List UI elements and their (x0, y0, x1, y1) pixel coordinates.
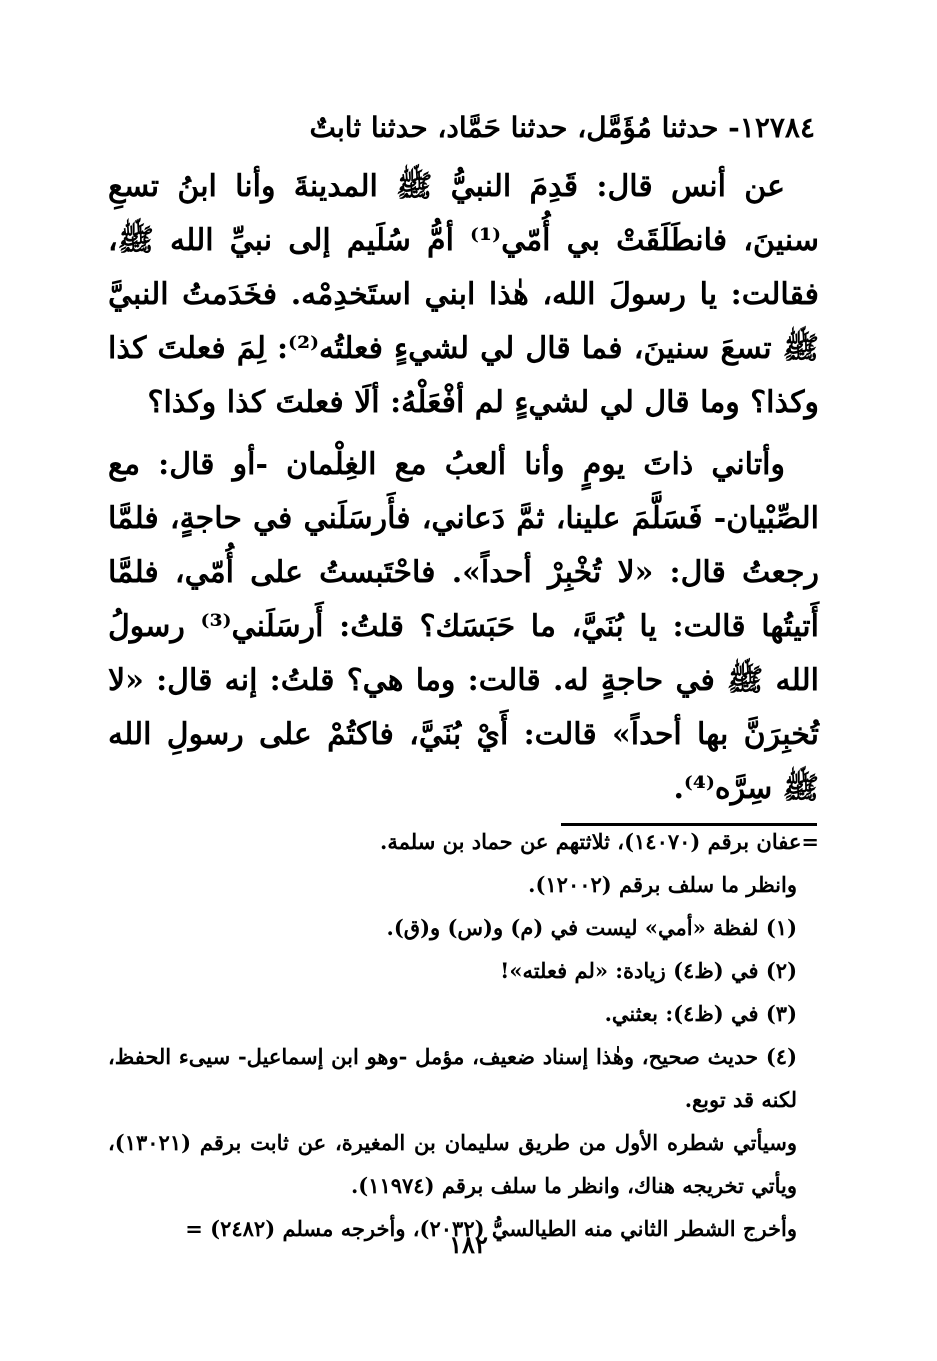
footnote-line: وانظر ما سلف برقم (١٢٠٠٢). (528, 872, 797, 897)
hadith-paragraph-2: وأتاني ذاتَ يومٍ وأنا ألعبُ مع الغِلْمان -أو قال: مع الصِّبْيان- فَسَلَّمَ علينا، ثمَّ دَعاني، فأَرسَلَني في حاجةٍ، فلمَّا رجعتُ قال: «لا تُخْبِرْ أحداً». فاحْتَبستُ على أُمّي، فلمَّا أَتيتُها قالت: يا بُنَيَّ، ما حَبَسَك؟ قلتُ: أَرسَلَني⁽³⁾ رسولُ الله ﷺ في حاجةٍ له. قالت: وما هي؟ قلتُ: إنه قال: «لا تُخبِرَنَّ بها أحداً» قالت: أَيْ بُنَيَّ، فاكتُمْ على رسولِ الله ﷺ سِرَّه⁽⁴⁾. (108, 447, 819, 806)
footnote-continuation: =عفان برقم (١٤٠٧٠)، ثلاثتهم عن حماد بن سلمة. (380, 829, 819, 854)
page-number: ١٨٢ (449, 1230, 488, 1259)
footnote-4: (٤) حديث صحيح، وهٰذا إسناد ضعيف، مؤمل -وهو ابن إسماعيل- سيىء الحفظ، لكنه قد توبع. (108, 1044, 797, 1112)
footnotes-section (108, 820, 819, 1250)
footnote-line: وأخرج الشطر الثاني منه الطيالسيُّ (٢٠٣٢)، وأخرجه مسلم (٢٤٨٢) = (185, 1216, 797, 1241)
footnote-2: (٢) في (ظ٤) زيادة: «لم فعلته»! (500, 958, 797, 983)
hadith-paragraph-1: عن أنس قال: قَدِمَ النبيُّ ﷺ المدينةَ وأنا ابنُ تسعِ سنينَ، فانطَلَقَتْ بي أُمّي⁽¹⁾ أمُّ سُلَيم إلى نبيِّ الله ﷺ، فقالت: يا رسولَ الله، هٰذا ابني استَخدِمْه. فخَدَمتُ النبيَّ ﷺ تسعَ سنينَ، فما قال لي لشيءٍ فعلتُه⁽²⁾: لِمَ فعلتَ كذا وكذا؟ وما قال لي لشيءٍ لم أفْعَلْهُ: ألَا فعلتَ كذا وكذا؟ (108, 169, 819, 420)
footnote-3: (٣) في (ظ٤): بعثني. (604, 1001, 797, 1026)
footnote-1: (١) لفظة «أمي» ليست في (م) و(س) و(ق). (386, 915, 797, 940)
hadith-body (108, 160, 819, 816)
hadith-header: ١٢٧٨٤- حدثنا مُؤَمَّل، حدثنا حَمَّاد، حدثنا ثابتٌ (309, 111, 815, 144)
footnote-line: وسيأتي شطره الأول من طريق سليمان بن المغيرة، عن ثابت برقم (١٣٠٢١)، ويأتي تخريجه هناك، وانظر ما سلف برقم (١١٩٧٤). (108, 1130, 797, 1198)
